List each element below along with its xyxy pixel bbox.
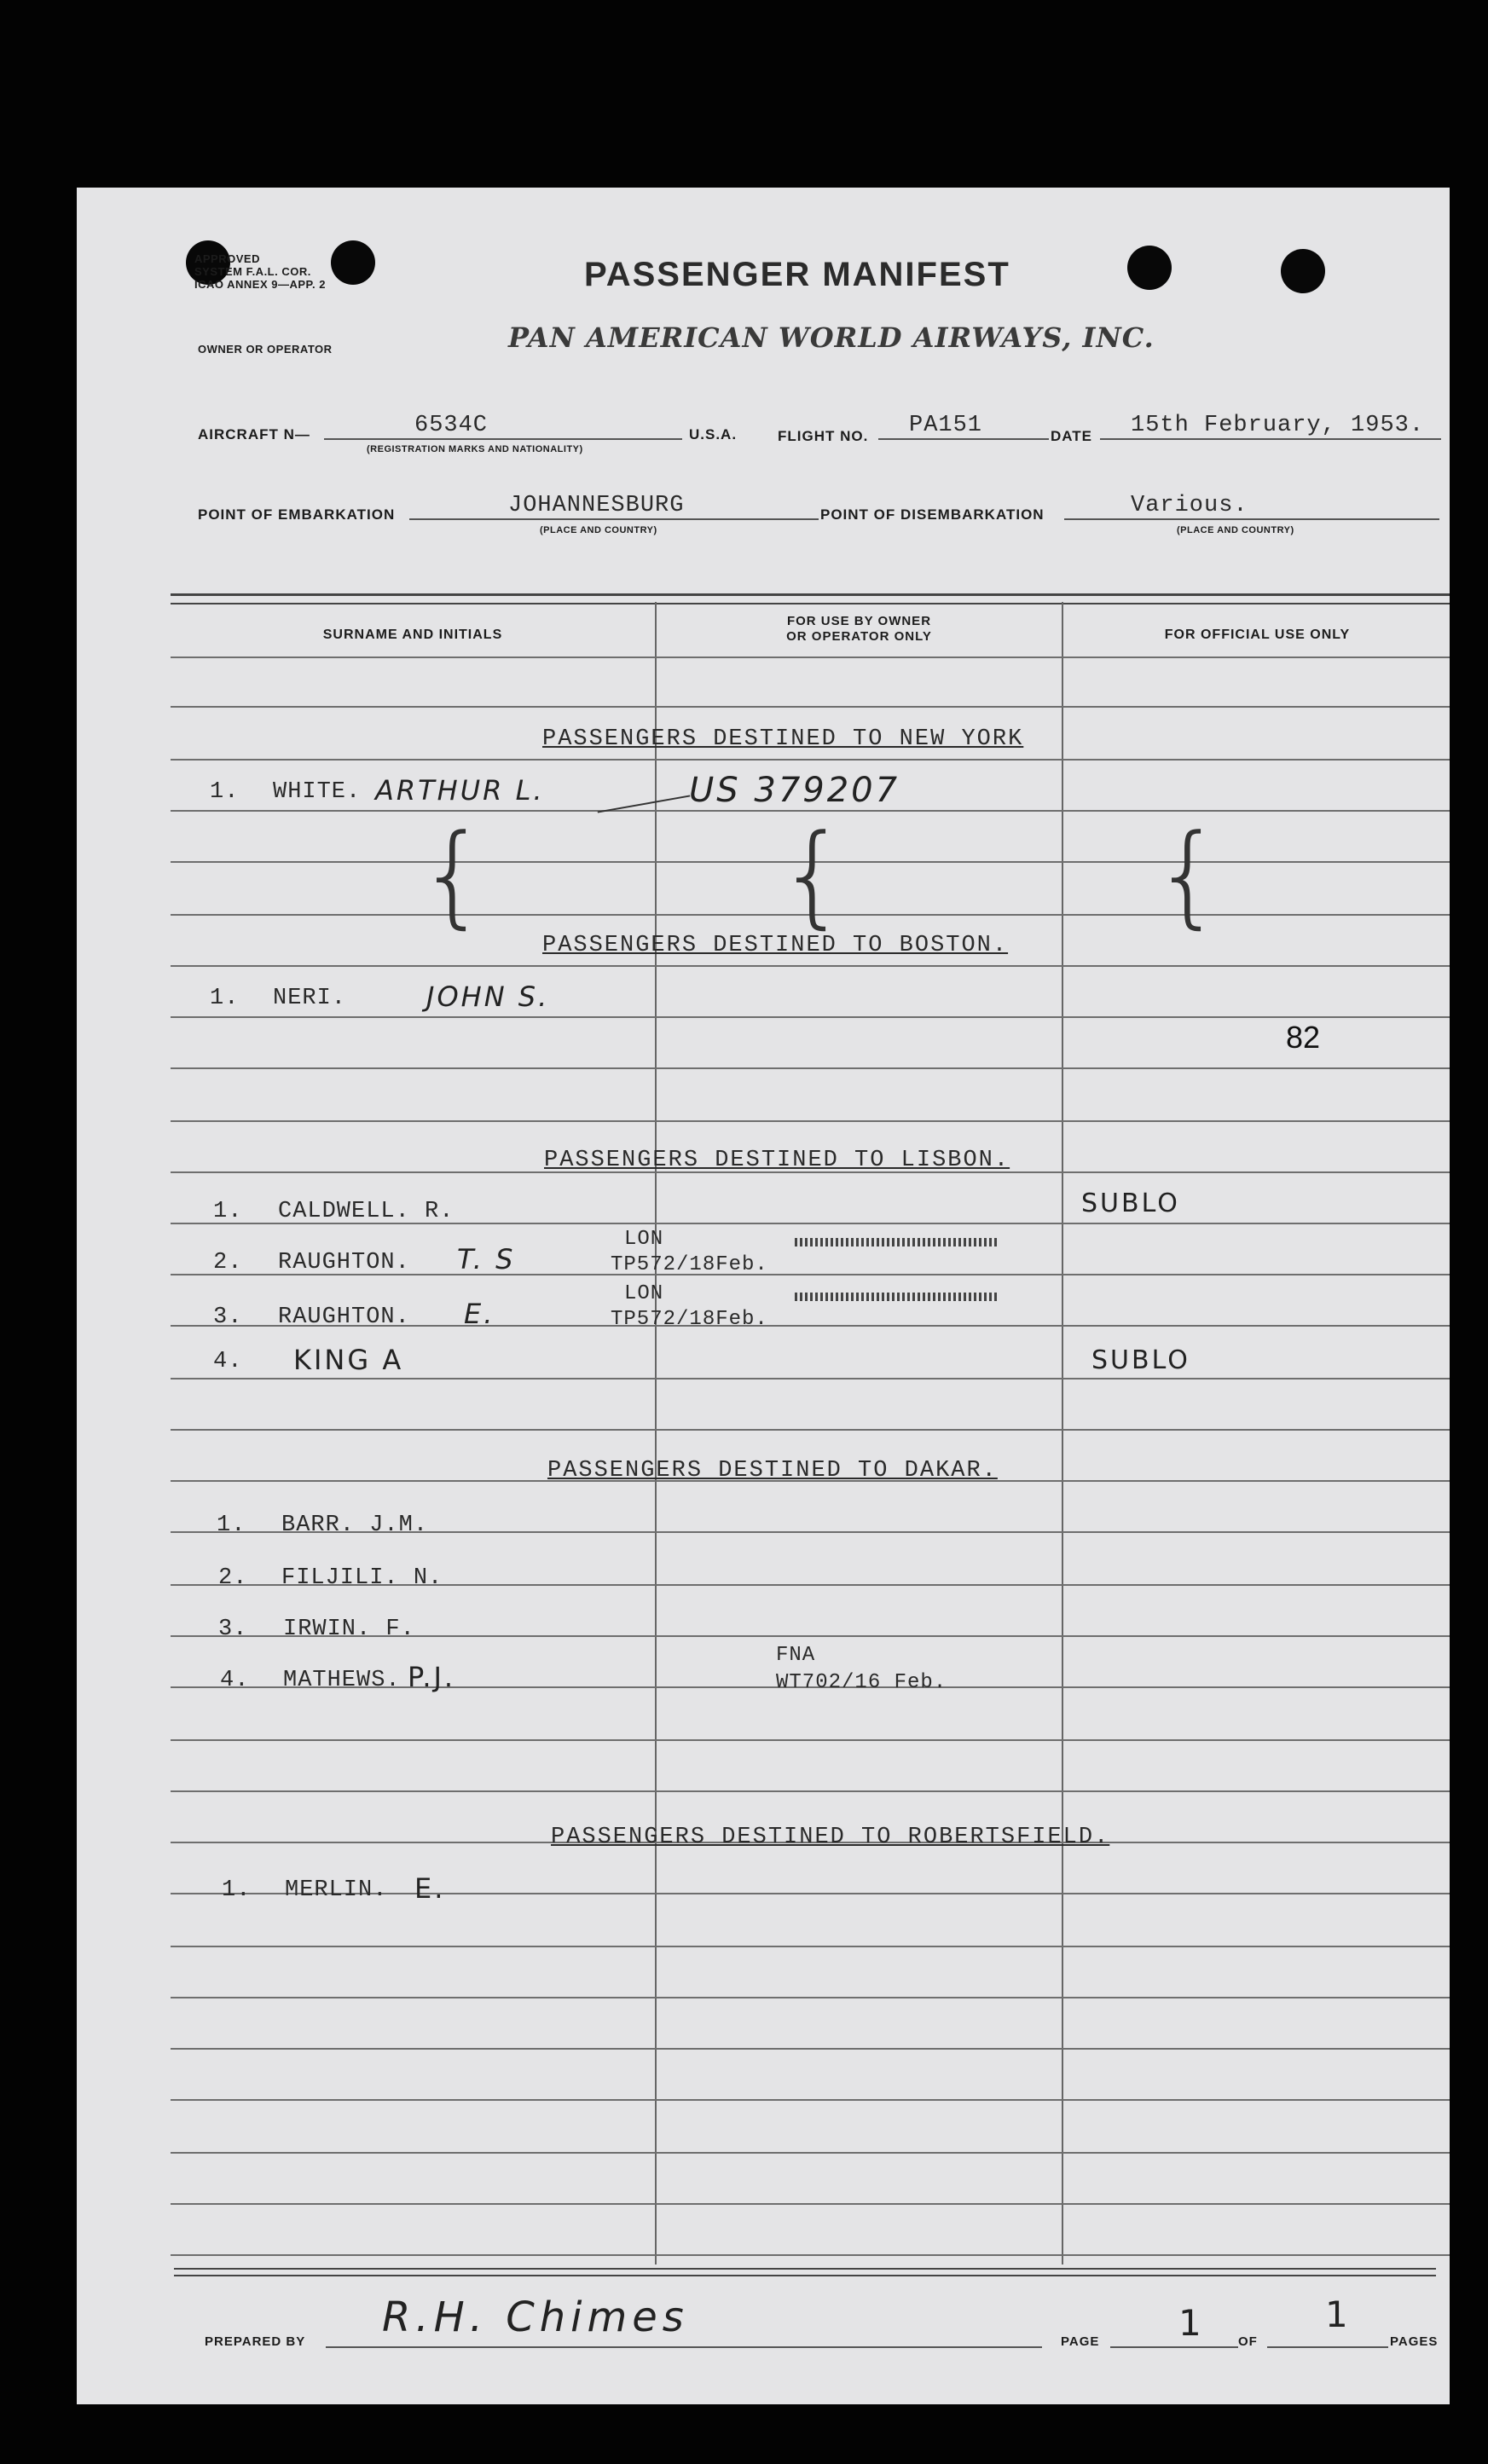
ditto-brace: { (778, 810, 848, 940)
row-rule (171, 2099, 1450, 2101)
row-number: 1. (210, 986, 240, 1011)
page-underline (1110, 2346, 1238, 2348)
strikeout-overtype (795, 1238, 999, 1246)
passenger-initials-handwritten: E. (414, 1872, 446, 1905)
passenger-surname: BARR. J.M. (281, 1513, 429, 1538)
pages-label: PAGES (1390, 2334, 1439, 2349)
owner-flight-reference: TP572/18Feb. (611, 1308, 768, 1331)
date-label: DATE (1051, 428, 1093, 444)
prepared-by-label: PREPARED BY (205, 2334, 306, 2349)
col-header-official: FOR OFFICIAL USE ONLY (1164, 628, 1351, 642)
official-count: 82 (1286, 1020, 1321, 1055)
col-header-owner: FOR USE BY OWNER OR OPERATOR ONLY (786, 614, 932, 644)
passenger-surname: CALDWELL. R. (278, 1199, 455, 1224)
disembark-label: POINT OF DISEMBARKATION (820, 506, 1045, 523)
row-rule (171, 1946, 1450, 1947)
row-number: 3. (213, 1304, 243, 1330)
passenger-initials-handwritten: P.J. (408, 1661, 456, 1693)
row-rule (171, 2048, 1450, 2050)
flight-label: FLIGHT NO. (778, 428, 869, 444)
row-number: 1. (210, 779, 240, 805)
punch-hole (1281, 249, 1325, 293)
row-rule (171, 1429, 1450, 1431)
owner-reference-handwritten: US 379207 (689, 771, 900, 810)
passenger-surname: IRWIN. F. (283, 1617, 415, 1642)
row-rule (171, 1739, 1450, 1741)
column-divider-2 (1062, 602, 1063, 2264)
embark-label: POINT OF EMBARKATION (198, 506, 396, 523)
table-top-rule (171, 593, 1450, 604)
passenger-surname: FILJILI. N. (281, 1565, 443, 1591)
aircraft-underline (324, 438, 682, 440)
row-rule (171, 1790, 1450, 1792)
passenger-initials-handwritten: E. (464, 1298, 495, 1330)
disembark-value: Various. (1131, 493, 1248, 518)
embark-underline (409, 518, 819, 520)
aircraft-label: AIRCRAFT N— (198, 426, 310, 442)
embark-value: JOHANNESBURG (508, 493, 685, 518)
passenger-surname: MATHEWS. (283, 1668, 401, 1693)
page-total: 1 (1325, 2293, 1351, 2335)
row-rule (171, 759, 1450, 761)
row-rule (171, 1016, 1450, 1018)
flight-value: PA151 (909, 413, 983, 438)
disembark-caption: (PLACE AND COUNTRY) (1177, 525, 1294, 535)
date-underline (1100, 438, 1441, 440)
row-number: 4. (220, 1668, 250, 1693)
passenger-surname: WHITE. (273, 779, 362, 805)
page-number: 1 (1178, 2302, 1204, 2344)
row-number: 4. (213, 1349, 243, 1374)
row-number: 2. (213, 1250, 243, 1275)
col-header-surname: SURNAME AND INITIALS (322, 628, 503, 642)
row-number: 1. (217, 1513, 246, 1538)
date-value: 15th February, 1953. (1131, 413, 1425, 438)
row-rule (171, 1378, 1450, 1379)
row-rule (171, 656, 1450, 658)
of-label: OF (1238, 2334, 1258, 2349)
section-heading-lisbon: PASSENGERS DESTINED TO LISBON. (544, 1148, 1010, 1173)
prepared-by-underline (326, 2346, 1042, 2348)
row-number: 3. (218, 1617, 248, 1642)
passenger-surname: NERI. (273, 986, 347, 1011)
section-heading-boston: PASSENGERS DESTINED TO BOSTON. (542, 933, 1009, 958)
row-rule (171, 1067, 1450, 1069)
owner-city-code: FNA (776, 1644, 816, 1667)
table-bottom-rule (174, 2268, 1436, 2276)
punch-hole (331, 240, 375, 285)
owner-city-code: LON (624, 1228, 664, 1251)
owner-city-code: LON (624, 1282, 664, 1305)
section-heading-new-york: PASSENGERS DESTINED TO NEW YORK (542, 726, 1024, 752)
passenger-initials-handwritten: JOHN S. (426, 980, 550, 1013)
passenger-surname: MERLIN. (285, 1877, 388, 1903)
row-rule (171, 706, 1450, 708)
preparer-signature: R.H. Chimes (382, 2293, 689, 2341)
row-rule (171, 1997, 1450, 1998)
aircraft-value: 6534C (414, 413, 489, 438)
page-title: PASSENGER MANIFEST (584, 256, 1010, 293)
section-heading-dakar: PASSENGERS DESTINED TO DAKAR. (547, 1458, 998, 1484)
row-number: 2. (218, 1565, 248, 1591)
airline-name: PAN AMERICAN WORLD AIRWAYS, INC. (508, 321, 1155, 354)
passenger-name-handwritten: KING A (293, 1344, 404, 1376)
passenger-surname: RAUGHTON. (278, 1250, 410, 1275)
owner-flight-reference: WT702/16 Feb. (776, 1671, 947, 1694)
page-label: PAGE (1061, 2334, 1100, 2349)
row-number: 1. (222, 1877, 252, 1903)
row-rule (171, 2254, 1450, 2256)
approved-stamp: APPROVED SYSTEM F.A.L. COR. ICAO ANNEX 9—APP. 2 (194, 252, 326, 291)
row-rule (171, 2152, 1450, 2154)
column-divider-1 (655, 602, 657, 2264)
punch-hole (1127, 246, 1172, 290)
row-rule (171, 965, 1450, 967)
passenger-initials-handwritten: ARTHUR L. (375, 774, 545, 807)
official-note-handwritten: SUBLO (1081, 1189, 1180, 1218)
usa-label: U.S.A. (689, 426, 738, 442)
ditto-brace: { (1153, 810, 1224, 940)
passenger-surname: RAUGHTON. (278, 1304, 410, 1330)
owner-label: OWNER OR OPERATOR (198, 343, 333, 356)
ditto-brace: { (418, 810, 489, 940)
disembark-underline (1064, 518, 1439, 520)
flight-underline (878, 438, 1049, 440)
row-number: 1. (213, 1199, 243, 1224)
strikeout-overtype (795, 1293, 999, 1301)
of-underline (1267, 2346, 1388, 2348)
row-rule (171, 2203, 1450, 2205)
passenger-initials-handwritten: T. S (457, 1243, 516, 1275)
aircraft-caption: (REGISTRATION MARKS AND NATIONALITY) (367, 444, 583, 454)
official-note-handwritten: SUBLO (1091, 1345, 1190, 1375)
embark-caption: (PLACE AND COUNTRY) (540, 525, 657, 535)
row-rule (171, 1120, 1450, 1122)
owner-flight-reference: TP572/18Feb. (611, 1253, 768, 1276)
section-heading-robertsfield: PASSENGERS DESTINED TO ROBERTSFIELD. (551, 1825, 1110, 1850)
